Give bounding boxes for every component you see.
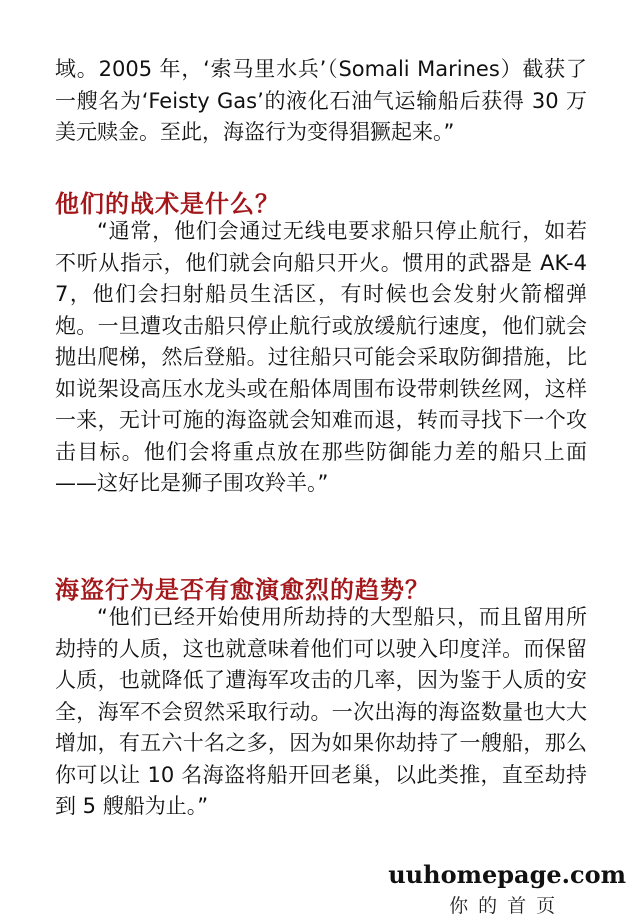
section-paragraph-tactics: “通常，他们会通过无线电要求船只停止航行，如若不听从指示，他们就会向船只开火。惯用的武器是 AK-47，他们会扫射船员生活区，有时候也会发射火箭榴弹炮。一旦遭攻击船只停止航行或放缓航行速度，他们就会抛出爬梯，然后登船。过往船只可能会采取防御措施，比如说架设高压水龙头或在船体周围布设带刺铁丝网，这样一来，无计可施的海盗就会知难而退，转而寻找下一个攻击目标。他们会将重点放在那些防御能力差的船只上面——这好比是狮子围攻羚羊。” bbox=[55, 219, 587, 495]
watermark-url: uuhomepage.com bbox=[388, 860, 626, 889]
site-watermark bbox=[388, 860, 626, 918]
section-heading-trend: 海盗行为是否有愈演愈烈的趋势？ bbox=[55, 576, 430, 604]
watermark-subtitle: 你的首页 bbox=[449, 895, 566, 917]
intro-paragraph: 域。2005 年，‘索马里水兵’（Somali Marines）截获了一艘名为‘Feisty Gas’的液化石油气运输船后获得 30 万美元赎金。至此，海盗行为变得猖獗起来。” bbox=[55, 57, 587, 144]
section-paragraph-trend: “他们已经开始使用所劫持的大型船只，而且留用所劫持的人质，这也就意味着他们可以驶入印度洋。而保留人质，也就降低了遭海军攻击的几率，因为鉴于人质的安全，海军不会贸然采取行动。一次出海的海盗数量也大大增加，有五六十名之多，因为如果你劫持了一艘船，那么你可以让 10 名海盗将船开回老巢，以此类推，直至劫持到 5 艘船为止。” bbox=[55, 605, 587, 818]
section-heading-tactics: 他们的战术是什么？ bbox=[55, 190, 280, 218]
